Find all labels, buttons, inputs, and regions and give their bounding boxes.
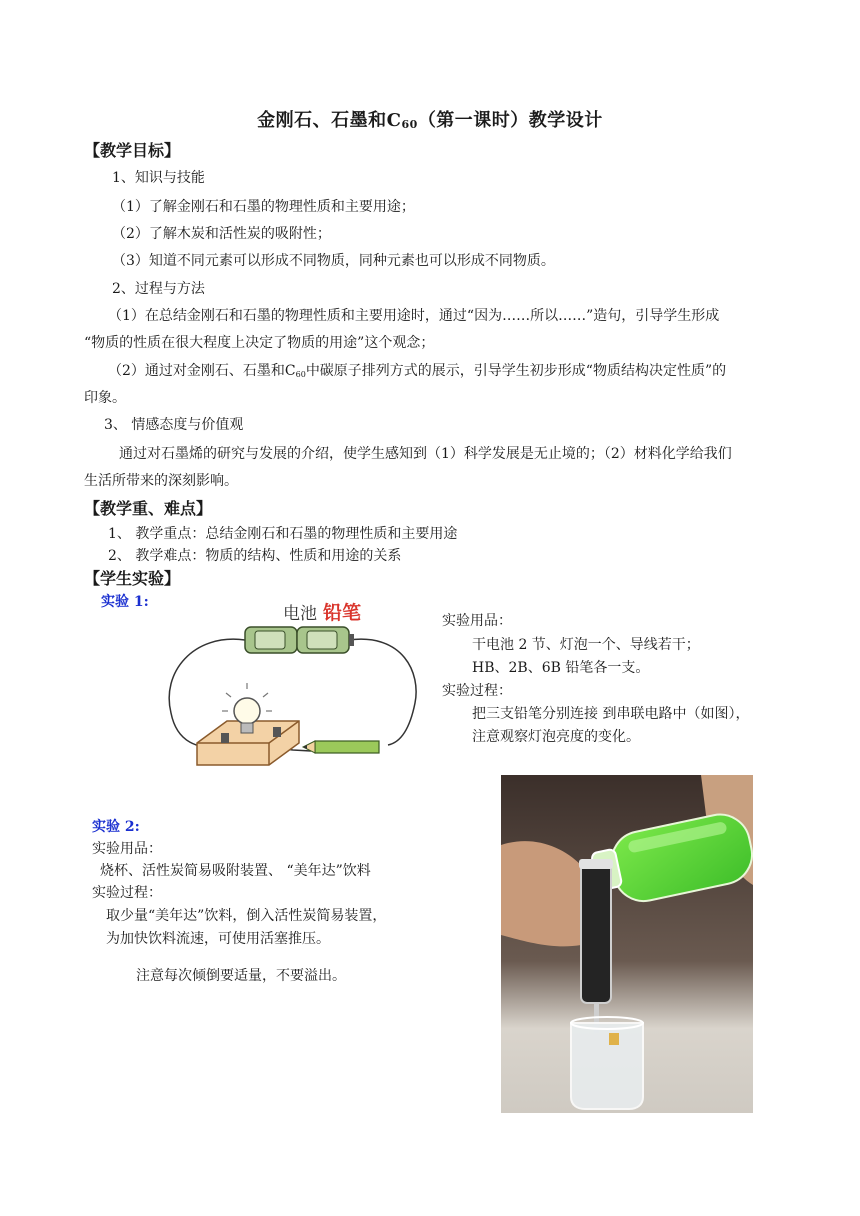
exp1-process: 注意观察灯泡亮度的变化。 [472,729,640,745]
key-point-item: 2、 教学难点：物质的结构、性质和用途的关系 [108,548,402,564]
terminal-screw [273,727,281,737]
battery-text: 电池 [283,604,317,624]
beaker-icon [571,1023,643,1109]
exp1-material: HB、2B、6B 铅笔各一支。 [472,660,650,676]
heading-student-experiments: 【学生实验】 [84,569,181,588]
adsorption-illustration [501,775,753,1113]
bulb-socket [241,723,253,733]
goal-2-paragraph-2: （2）通过对金刚石、石墨和$C_{60}$中碳原子排列方式的展示，引导学生初步形成“物质结构决定性质”的 [108,363,727,379]
heading-key-points: 【教学重、难点】 [84,499,213,518]
exp1-material: 干电池 2 节、灯泡一个、导线若干； [472,637,700,653]
charcoal-column [581,863,611,1003]
key-point-item: 1、 教学重点：总结金刚石和石墨的物理性质和主要用途 [108,526,458,542]
hand-left [501,841,581,946]
adsorption-photo [501,775,753,1113]
experiment-1-label: 实验 1: [101,594,149,610]
goal-1-title: 1、知识与技能 [112,170,205,186]
exp2-process: 取少量“美年达”饮料，倒入活性炭简易装置， [106,908,387,924]
goal-1-item: （3）知道不同元素可以形成不同物质，同种元素也可以形成不同物质。 [112,253,555,269]
exp2-process-title: 实验过程： [92,885,162,901]
goal-3-title: 3、 情感态度与价值观 [104,417,244,433]
exp2-note: 注意每次倾倒要适量，不要溢出。 [136,968,346,984]
goal-3-paragraph: 通过对石墨烯的研究与发展的介绍，使学生感知到（1）科学发展是无止境的；（2）材料化学给我们 [119,446,732,462]
pencil-text: 铅笔 [323,602,362,624]
exp2-process: 为加快饮料流速，可使用活塞推压。 [106,931,330,947]
exp2-materials-title: 实验用品： [92,841,162,857]
exp1-process: 把三支铅笔分别连接 到串联电路中（如图）， [472,706,750,722]
light-bulb-icon [234,698,260,724]
goal-2-paragraph-1: （1）在总结金刚石和石墨的物理性质和主要用途时，通过“因为……所以……”造句，引导学生形成 [108,308,720,324]
page-title: 金刚石、石墨和$C_{60}$（第一课时）教学设计 [257,110,603,131]
column-rim [579,859,613,869]
circuit-figure [153,593,427,785]
beaker-liquid [609,1033,619,1045]
goal-2-paragraph-1-cont: “物质的性质在很大程度上决定了物质的用途”这个观念； [84,335,435,351]
wire [349,639,416,745]
goal-2-title: 2、过程与方法 [112,281,205,297]
exp2-materials: 烧杯、活性炭简易吸附装置、 “美年达”饮料 [100,863,371,879]
battery-label [255,631,285,649]
circuit-illustration [153,593,427,785]
goal-3-paragraph-cont: 生活所带来的深刻影响。 [84,473,238,489]
battery-label [307,631,337,649]
pencil-icon [315,741,379,753]
exp1-process-title: 实验过程： [442,683,512,699]
experiment-2-label: 实验 2: [92,819,140,835]
goal-1-item: （1）了解金刚石和石墨的物理性质和主要用途； [112,199,415,215]
heading-teaching-goals: 【教学目标】 [84,141,181,160]
battery-terminal [349,634,354,646]
goal-2-paragraph-2-cont: 印象。 [84,390,126,406]
goal-1-item: （2）了解木炭和活性炭的吸附性； [112,226,331,242]
terminal-screw [221,733,229,743]
exp1-materials-title: 实验用品： [442,613,512,629]
